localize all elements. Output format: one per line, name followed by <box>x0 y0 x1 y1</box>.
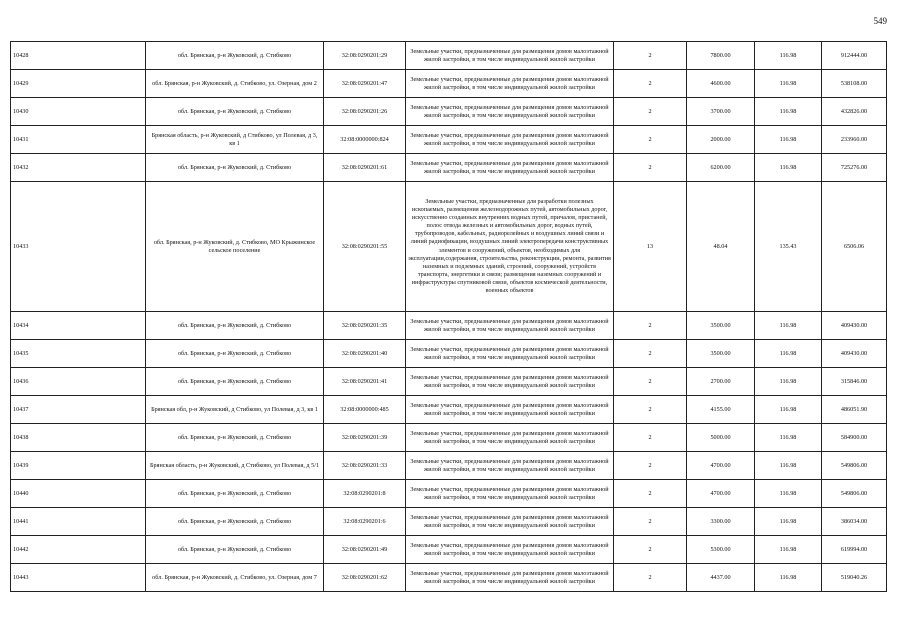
cadastral-value-cell: 409430.00 <box>822 340 887 368</box>
specific-value-cell: 116.98 <box>755 536 822 564</box>
use-group-code-cell: 2 <box>614 508 687 536</box>
row-number-cell: 10428 <box>11 42 146 70</box>
cadastral-number-cell: 32:08:0290201:6 <box>324 508 406 536</box>
cadastral-number-cell: 32:08:0000000:485 <box>324 396 406 424</box>
table-row <box>11 98 887 126</box>
cadastral-number-cell: 32:08:0290201:41 <box>324 368 406 396</box>
area-cell: 48.04 <box>687 182 755 312</box>
permitted-use-cell: Земельные участки, предназначенные для размещения домов малоэтажной жилой застройки, в том числе индивидуальной жилой застройки <box>406 396 614 424</box>
permitted-use-cell: Земельные участки, предназначенные для размещения домов малоэтажной жилой застройки, в том числе индивидуальной жилой застройки <box>406 70 614 98</box>
land-registry-table <box>10 41 887 592</box>
address-cell: обл. Брянская, р-н Жуковский, д. Стибково <box>146 368 324 396</box>
cadastral-number-cell: 32:08:0000000:824 <box>324 126 406 154</box>
specific-value-cell: 116.98 <box>755 154 822 182</box>
cadastral-value-cell: 912444.00 <box>822 42 887 70</box>
use-group-code-cell: 2 <box>614 480 687 508</box>
cadastral-number-cell: 32:08:0290201:47 <box>324 70 406 98</box>
table-row <box>11 182 887 312</box>
table-row <box>11 340 887 368</box>
address-cell: обл. Брянская, р-н Жуковский, д. Стибково <box>146 42 324 70</box>
area-cell: 3700.00 <box>687 98 755 126</box>
specific-value-cell: 116.98 <box>755 126 822 154</box>
use-group-code-cell: 2 <box>614 312 687 340</box>
address-cell: обл. Брянская, р-н Жуковский, д. Стибково, ул. Озерная, дом 7 <box>146 564 324 592</box>
cadastral-value-cell: 432826.00 <box>822 98 887 126</box>
table-row <box>11 368 887 396</box>
cadastral-value-cell: 538108.00 <box>822 70 887 98</box>
specific-value-cell: 116.98 <box>755 312 822 340</box>
cadastral-number-cell: 32:08:0290201:49 <box>324 536 406 564</box>
specific-value-cell: 116.98 <box>755 508 822 536</box>
address-cell: обл. Брянская, р-н Жуковский, д. Стибково <box>146 154 324 182</box>
cadastral-number-cell: 32:08:0290201:40 <box>324 340 406 368</box>
row-number-cell: 10431 <box>11 126 146 154</box>
table-row <box>11 564 887 592</box>
table-row <box>11 452 887 480</box>
permitted-use-cell: Земельные участки, предназначенные для размещения домов малоэтажной жилой застройки, в том числе индивидуальной жилой застройки <box>406 126 614 154</box>
permitted-use-cell: Земельные участки, предназначенные для разработки полезных ископаемых, размещения железнодорожных путей, автомобильных дорог, искусственно созданных внутренних водных путей, причалов, пристаней, полос отвода железных и автомобильных дорог, водных путей, трубопроводов, кабельных, радиорелейных и воздушных линий связи и линий радиофикации, воздушных линий электропередачи конструктивных элементов и сооружений, объектов, необходимых для эксплуатации,содержания, строительства, реконструкции, ремонта, развития наземных и подземных зданий, строений, сооружений, устройств транспорта, энергетики и связи; размещения наземных сооружений и инфраструктуры спутниковой связи, объектов космической деятельности, военных объектов <box>406 182 614 312</box>
use-group-code-cell: 2 <box>614 396 687 424</box>
permitted-use-cell: Земельные участки, предназначенные для размещения домов малоэтажной жилой застройки, в том числе индивидуальной жилой застройки <box>406 42 614 70</box>
specific-value-cell: 116.98 <box>755 340 822 368</box>
cadastral-value-cell: 584900.00 <box>822 424 887 452</box>
address-cell: обл. Брянская, р-н Жуковский, д. Стибково, ул. Озерная, дом 2 <box>146 70 324 98</box>
address-cell: обл. Брянская, р-н Жуковский, д. Стибково <box>146 480 324 508</box>
permitted-use-cell: Земельные участки, предназначенные для размещения домов малоэтажной жилой застройки, в том числе индивидуальной жилой застройки <box>406 340 614 368</box>
row-number-cell: 10433 <box>11 182 146 312</box>
cadastral-value-cell: 486051.90 <box>822 396 887 424</box>
row-number-cell: 10442 <box>11 536 146 564</box>
address-cell: Брянская область, р-н Жуковский, д Стибково, ул Полевая, д 5/1 <box>146 452 324 480</box>
permitted-use-cell: Земельные участки, предназначенные для размещения домов малоэтажной жилой застройки, в том числе индивидуальной жилой застройки <box>406 312 614 340</box>
table-row <box>11 70 887 98</box>
cadastral-value-cell: 409430.00 <box>822 312 887 340</box>
use-group-code-cell: 2 <box>614 564 687 592</box>
use-group-code-cell: 2 <box>614 368 687 396</box>
area-cell: 4700.00 <box>687 480 755 508</box>
area-cell: 4700.00 <box>687 452 755 480</box>
permitted-use-cell: Земельные участки, предназначенные для размещения домов малоэтажной жилой застройки, в том числе индивидуальной жилой застройки <box>406 424 614 452</box>
use-group-code-cell: 2 <box>614 42 687 70</box>
row-number-cell: 10439 <box>11 452 146 480</box>
cadastral-value-cell: 549806.00 <box>822 452 887 480</box>
specific-value-cell: 116.98 <box>755 564 822 592</box>
cadastral-number-cell: 32:08:0290201:35 <box>324 312 406 340</box>
use-group-code-cell: 2 <box>614 154 687 182</box>
area-cell: 3300.00 <box>687 508 755 536</box>
specific-value-cell: 116.98 <box>755 70 822 98</box>
table-row <box>11 312 887 340</box>
row-number-cell: 10441 <box>11 508 146 536</box>
address-cell: обл. Брянская, р-н Жуковский, д. Стибково <box>146 536 324 564</box>
area-cell: 2000.00 <box>687 126 755 154</box>
permitted-use-cell: Земельные участки, предназначенные для размещения домов малоэтажной жилой застройки, в том числе индивидуальной жилой застройки <box>406 98 614 126</box>
use-group-code-cell: 2 <box>614 98 687 126</box>
area-cell: 6200.00 <box>687 154 755 182</box>
area-cell: 7800.00 <box>687 42 755 70</box>
specific-value-cell: 116.98 <box>755 480 822 508</box>
use-group-code-cell: 2 <box>614 536 687 564</box>
cadastral-value-cell: 619994.00 <box>822 536 887 564</box>
use-group-code-cell: 2 <box>614 340 687 368</box>
specific-value-cell: 116.98 <box>755 368 822 396</box>
cadastral-value-cell: 6506.06 <box>822 182 887 312</box>
area-cell: 5000.00 <box>687 424 755 452</box>
cadastral-value-cell: 519040.26 <box>822 564 887 592</box>
cadastral-value-cell: 233960.00 <box>822 126 887 154</box>
table-row <box>11 126 887 154</box>
cadastral-number-cell: 32:08:0290201:26 <box>324 98 406 126</box>
row-number-cell: 10440 <box>11 480 146 508</box>
use-group-code-cell: 2 <box>614 126 687 154</box>
cadastral-number-cell: 32:08:0290201:62 <box>324 564 406 592</box>
specific-value-cell: 116.98 <box>755 396 822 424</box>
cadastral-number-cell: 32:08:0290201:39 <box>324 424 406 452</box>
area-cell: 4155.00 <box>687 396 755 424</box>
cadastral-number-cell: 32:08:0290201:61 <box>324 154 406 182</box>
area-cell: 4437.00 <box>687 564 755 592</box>
permitted-use-cell: Земельные участки, предназначенные для размещения домов малоэтажной жилой застройки, в том числе индивидуальной жилой застройки <box>406 368 614 396</box>
table-row <box>11 536 887 564</box>
specific-value-cell: 116.98 <box>755 42 822 70</box>
address-cell: обл. Брянская, р-н Жуковский, д. Стибково <box>146 312 324 340</box>
cadastral-value-cell: 315846.00 <box>822 368 887 396</box>
address-cell: обл. Брянская, р-н Жуковский, д. Стибково <box>146 424 324 452</box>
permitted-use-cell: Земельные участки, предназначенные для размещения домов малоэтажной жилой застройки, в том числе индивидуальной жилой застройки <box>406 480 614 508</box>
row-number-cell: 10434 <box>11 312 146 340</box>
use-group-code-cell: 2 <box>614 424 687 452</box>
area-cell: 3500.00 <box>687 340 755 368</box>
cadastral-number-cell: 32:08:0290201:55 <box>324 182 406 312</box>
use-group-code-cell: 13 <box>614 182 687 312</box>
table-row <box>11 396 887 424</box>
row-number-cell: 10438 <box>11 424 146 452</box>
cadastral-number-cell: 32:08:0290201:8 <box>324 480 406 508</box>
area-cell: 5300.00 <box>687 536 755 564</box>
area-cell: 2700.00 <box>687 368 755 396</box>
row-number-cell: 10436 <box>11 368 146 396</box>
table-row <box>11 508 887 536</box>
use-group-code-cell: 2 <box>614 452 687 480</box>
permitted-use-cell: Земельные участки, предназначенные для размещения домов малоэтажной жилой застройки, в том числе индивидуальной жилой застройки <box>406 154 614 182</box>
address-cell: обл. Брянская, р-н Жуковский, д. Стибково <box>146 98 324 126</box>
row-number-cell: 10435 <box>11 340 146 368</box>
permitted-use-cell: Земельные участки, предназначенные для размещения домов малоэтажной жилой застройки, в том числе индивидуальной жилой застройки <box>406 452 614 480</box>
cadastral-number-cell: 32:08:0290201:33 <box>324 452 406 480</box>
area-cell: 3500.00 <box>687 312 755 340</box>
address-cell: обл. Брянская, р-н Жуковский, д. Стибково <box>146 508 324 536</box>
row-number-cell: 10432 <box>11 154 146 182</box>
permitted-use-cell: Земельные участки, предназначенные для размещения домов малоэтажной жилой застройки, в том числе индивидуальной жилой застройки <box>406 536 614 564</box>
permitted-use-cell: Земельные участки, предназначенные для размещения домов малоэтажной жилой застройки, в том числе индивидуальной жилой застройки <box>406 508 614 536</box>
cadastral-value-cell: 386034.00 <box>822 508 887 536</box>
table-row <box>11 42 887 70</box>
address-cell: Брянская обл, р-н Жуковский, д Стибково, ул Полевая, д 3, кв 1 <box>146 396 324 424</box>
cadastral-value-cell: 549806.00 <box>822 480 887 508</box>
page-number: 549 <box>873 16 887 26</box>
specific-value-cell: 116.98 <box>755 424 822 452</box>
row-number-cell: 10443 <box>11 564 146 592</box>
table-row <box>11 154 887 182</box>
permitted-use-cell: Земельные участки, предназначенные для размещения домов малоэтажной жилой застройки, в том числе индивидуальной жилой застройки <box>406 564 614 592</box>
specific-value-cell: 116.98 <box>755 452 822 480</box>
cadastral-value-cell: 725276.00 <box>822 154 887 182</box>
cadastral-number-cell: 32:08:0290201:29 <box>324 42 406 70</box>
use-group-code-cell: 2 <box>614 70 687 98</box>
area-cell: 4600.00 <box>687 70 755 98</box>
address-cell: Брянская область, р-н Жуковский, д Стибково, ул Полевая, д 3, кв 1 <box>146 126 324 154</box>
table-row <box>11 480 887 508</box>
table-row <box>11 424 887 452</box>
specific-value-cell: 116.98 <box>755 98 822 126</box>
address-cell: обл. Брянская, р-н Жуковский, д. Стибково, МО Крыжинское сельское поселение <box>146 182 324 312</box>
address-cell: обл. Брянская, р-н Жуковский, д. Стибково <box>146 340 324 368</box>
row-number-cell: 10437 <box>11 396 146 424</box>
table-body <box>11 42 887 592</box>
specific-value-cell: 135.43 <box>755 182 822 312</box>
row-number-cell: 10430 <box>11 98 146 126</box>
row-number-cell: 10429 <box>11 70 146 98</box>
